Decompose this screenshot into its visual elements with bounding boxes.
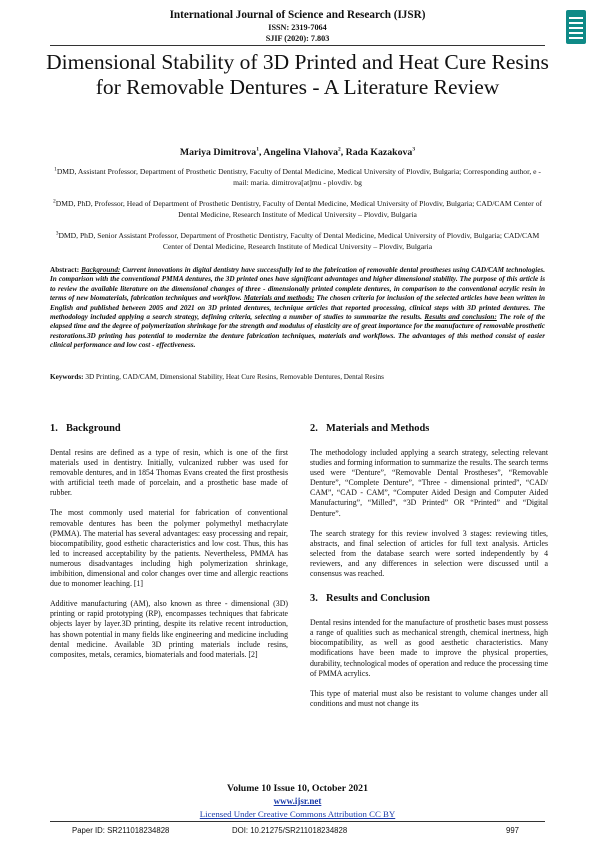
abstract-background-label: Background: [81, 266, 121, 274]
journal-logo-icon [566, 10, 586, 44]
section-heading [310, 593, 548, 604]
abstract-background-text: Current innovations in digital dentistry have successfully led to the fabrication of removable dental prostheses using CAD/CAM technologies. In comparison with the conventional PMMA dentures, the 3D printed ones have significant advantages and higher dimensional stability. The purpose of this article is to review the available literature on the dimensional changes of three - dimensionally printed complete dentures, in comparison to the conventional acrylic resin in terms of new biomaterials, fabrication techniques and workflow. [50, 266, 546, 303]
section-number: 3. [310, 593, 318, 605]
affiliation-sup: 3 [55, 230, 59, 237]
footer-license-link[interactable]: Licensed Under Creative Commons Attribution CC BY [199, 809, 396, 819]
footer-website-link[interactable]: www.ijsr.net [273, 796, 322, 806]
affiliation [52, 167, 543, 189]
right-column [310, 423, 548, 719]
keywords-label: Keywords: [50, 373, 84, 381]
section-number: 2. [310, 423, 318, 434]
section-title: Materials and Methods [326, 423, 430, 434]
paragraph: Dental resins are defined as a type of resin, which is one of the first materials used in dentistry. Initially, vulcanized rubber was used for removable dentures, and in 1854 Thomas Evans created the first prosthesis with artificial teeth made of porcelain, and a prosthetic base made of rubber. [50, 448, 288, 498]
author-sup: 2 [337, 146, 341, 153]
affiliation [52, 199, 543, 221]
section-heading [310, 423, 548, 434]
footer-paper-id: Paper ID: SR211018234828 [72, 826, 170, 835]
footer-volume: Volume 10 Issue 10, October 2021 [227, 783, 368, 794]
section-heading [50, 423, 288, 434]
paragraph: Dental resins intended for the manufacture of prosthetic bases must possess a range of qualities such as mechanical strength, chemical inertness, high biocompatibility, as well as good aesthetic characteristics. Many modifications have been made to improve the physical properties, durability, technological modes of operation and reduce the processing time of PMMA acrylics. [310, 618, 548, 678]
paragraph: The search strategy for this review involved 3 stages: reviewing titles, abstracts, and final selection of articles for full text analysis. Articles selected from the database search were sorted independently by 4 reviewers, and any differences in selection were discussed until a consensus was reached. [310, 528, 548, 579]
journal-name: International Journal of Science and Research (IJSR) [169, 9, 426, 21]
author-sep: , [340, 147, 346, 158]
author-list [0, 147, 595, 158]
footer-doi: DOI: 10.21275/SR211018234828 [232, 826, 348, 835]
affiliation-sup: 1 [54, 166, 57, 173]
affiliation-sup: 2 [52, 198, 56, 205]
keywords [50, 373, 545, 381]
author-sup: 3 [412, 146, 416, 153]
affiliation-text: DMD, Assistant Professor, Department of Prosthetic Dentistry, Faculty of Dental Medicine, Medical University of Plovdiv, Bulgaria; Corresponding author, e - mail: maria. dimitrova[at]mu - plovdiv. bg [56, 167, 541, 187]
keywords-text: 3D Printing, CAD/CAM, Dimensional Stability, Heat Cure Resins, Removable Dentures, Dental Resins [83, 373, 384, 381]
abstract-methods-text: The chosen criteria for inclusion of the selected articles have been written in English and published between 2005 and 2021 on 3D printed dentures, technique articles that reported processing, clinical steps with 3D printed dentures. The methodology included applying a search strategy, defining criteria, selecting a number of studies to summarize the results. [50, 294, 545, 322]
author-name: Mariya Dimitrova [179, 147, 257, 158]
page-number: 997 [506, 826, 520, 835]
footer-divider [50, 821, 545, 822]
section-title: Background [66, 423, 121, 434]
author-sep: , [258, 147, 264, 158]
affiliation-text: DMD, PhD, Senior Assistant Professor, Department of Prosthetic Dentistry, Faculty of Dental Medicine, Medical University of Plovdiv, Bulgaria; CAD/CAM Center of Dental Medicine, Research Institute of Medical University – Plovdiv, Bulgaria [58, 231, 540, 251]
author-name: Angelina Vlahova [263, 147, 338, 158]
paragraph: The methodology included applying a search strategy, selecting relevant studies and forming information to summarize the results. The search terms used were “Denture”, “Removable Dental Prostheses”, “Removable Denture”, “Complete Denture”, “Three - dimensional printed”, “CAD/ CAM”, “CAD - CAM”, “Computer Aided Design and Computer Aided Manufacturing”, “Milled”, “3D Printed” OR “Printed” and “Digital Denture”. [310, 448, 548, 518]
left-column [50, 423, 288, 670]
abstract-methods-label: Materials and methods: [243, 294, 315, 303]
section-number: 1. [50, 423, 58, 434]
abstract-label: Abstract: [50, 266, 82, 274]
abstract [50, 266, 545, 351]
abstract-results-label: Results and conclusion: [424, 313, 497, 322]
paper-title: Dimensional Stability of 3D Printed and Heat Cure Resins for Removable Dentures - A Literature Review [46, 50, 549, 99]
affiliation-text: DMD, PhD, Professor, Head of Department of Prosthetic Dentistry, Faculty of Dental Medicine, Medical University of Plovdiv, Bulgaria; CAD/CAM Center of Dental Medicine, Research Institute of Medical University – Plovdiv, Bulgaria [55, 199, 543, 219]
paragraph: The most commonly used material for fabrication of conventional removable dentures has been the polymer polymethyl methacrylate (PMMA). The material has several advantages: easy processing and repair, biocompatibility, good esthetic characteristics and low cost. Thus, this has led to increased acceptability by the patients. Nevertheless, PMMA has numerous disadvantages including high polymerization shrinkage, imbibition, dimensional and color changes over time and allergic reactions due to monomer leaching. [1] [50, 508, 288, 589]
paragraph: This type of material must also be resistant to volume changes under all conditions and must not change its [310, 688, 548, 708]
header-divider [50, 45, 545, 46]
affiliation [52, 231, 543, 253]
paragraph: Additive manufacturing (AM), also known as three - dimensional (3D) printing or rapid prototyping (RP), encompasses techniques that fabricate objects layer by layer.3D printing, despite its relative recent introduction, has shown potential in many fields like engineering and medicine including dental medicine. Available 3D printing materials include resins, composites, metals, ceramics, biomaterials and food materials. [2] [50, 599, 288, 659]
issn: ISSN: 2319-7064 [268, 23, 327, 32]
abstract-results-text: The role of the elapsed time and the degree of polymerization shrinkage for the strength and modulus of elasticity are of great importance for the manufacture of removable prosthetic restorations.3D printing has potential to modernize the denture fabrication techniques, materials and workflows. The advantages of this method consist of easier clinical performance and low cost - effectiveness. [50, 313, 545, 350]
author-sup: 1 [256, 146, 259, 153]
author-name: Rada Kazakova [345, 147, 413, 158]
section-title: Results and Conclusion [326, 593, 430, 605]
sjif: SJIF (2020): 7.803 [265, 34, 330, 43]
